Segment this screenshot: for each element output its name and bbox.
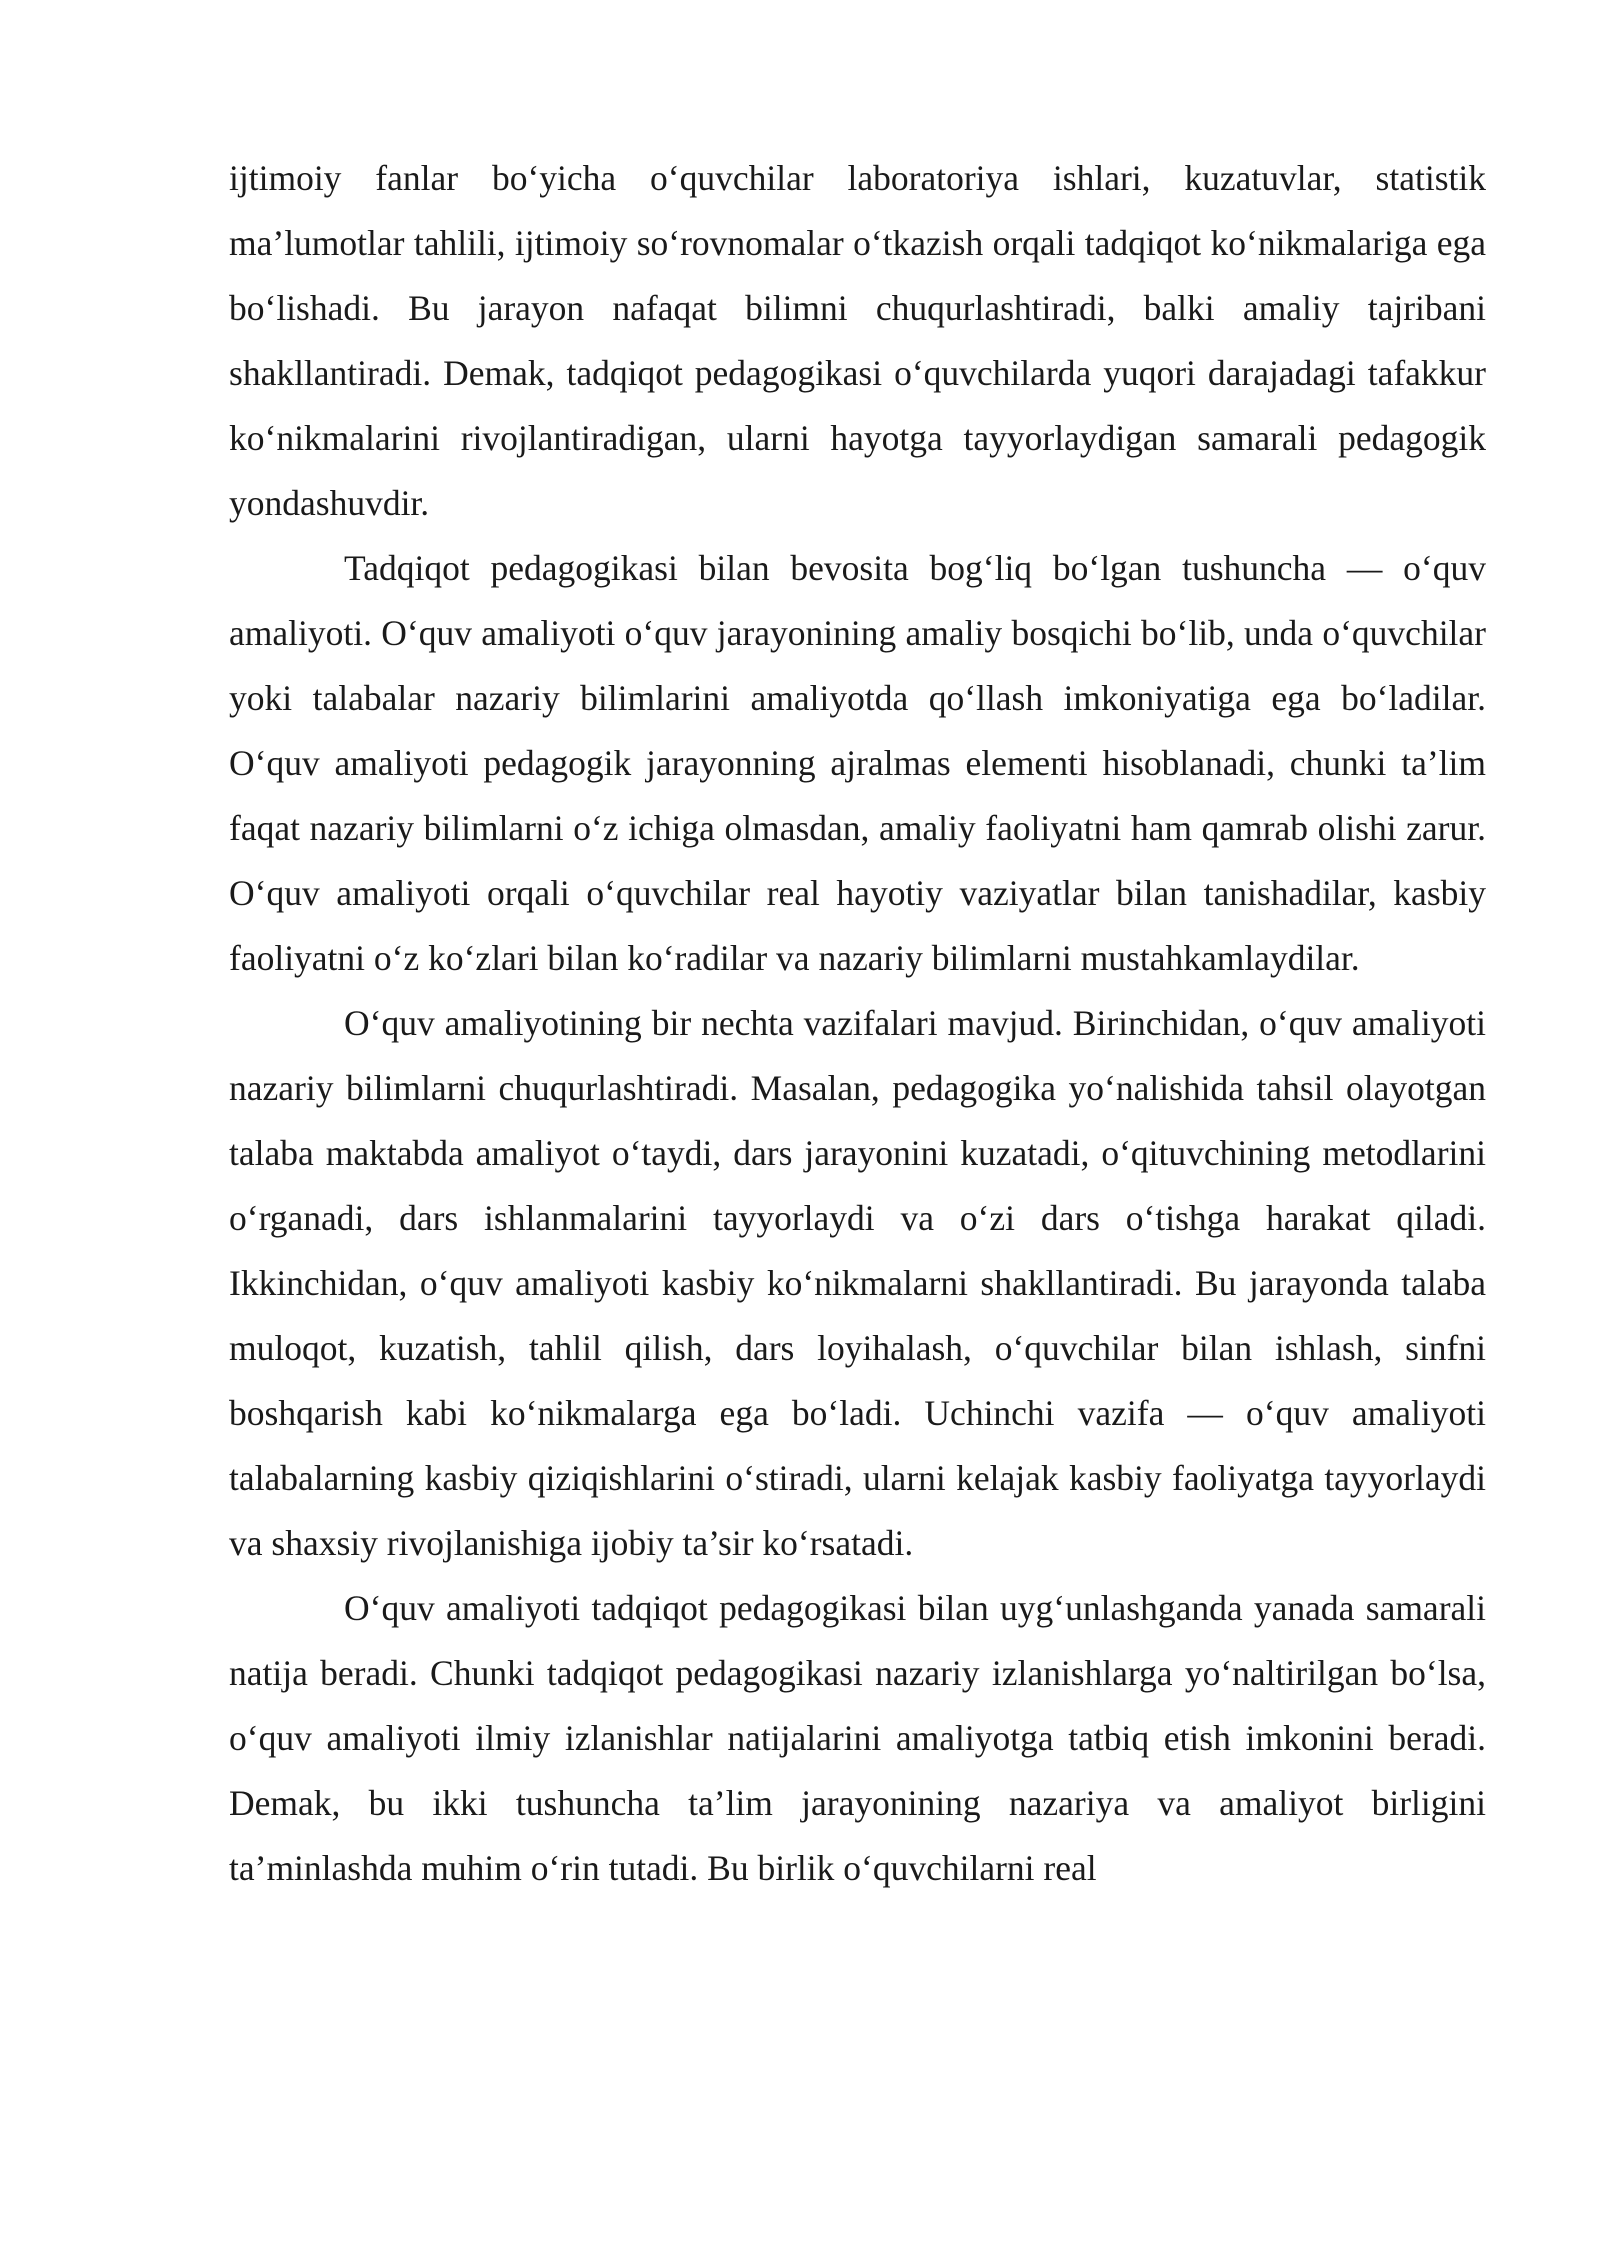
paragraph-2: Tadqiqot pedagogikasi bilan bevosita bog‘liq bo‘lgan tushuncha — o‘quv amaliyoti. O‘quv amaliyoti o‘quv jarayonining amaliy bosqichi bo‘lib, unda o‘quvchilar yoki talabalar nazariy bilimlarini amaliyotda qo‘llash imkoniyatiga ega bo‘ladilar. O‘quv amaliyoti pedagogik jarayonning ajralmas elementi hisoblanadi, chunki ta’lim faqat nazariy bilimlarni o‘z ichiga olmasdan, amaliy faoliyatni ham qamrab olishi zarur. O‘quv amaliyoti orqali o‘quvchilar real hayotiy vaziyatlar bilan tanishadilar, kasbiy faoliyatni o‘z ko‘zlari bilan ko‘radilar va nazariy bilimlarni mustahkamlaydilar.	[229, 548, 1486, 978]
document-body	[229, 146, 1486, 1901]
paragraph-3: O‘quv amaliyotining bir nechta vazifalari mavjud. Birinchidan, o‘quv amaliyoti nazariy bilimlarni chuqurlashtiradi. Masalan, pedagogika yo‘nalishida tahsil olayotgan talaba maktabda amaliyot o‘taydi, dars jarayonini kuzatadi, o‘qituvchining metodlarini o‘rganadi, dars ishlanmalarini tayyorlaydi va o‘zi dars o‘tishga harakat qiladi. Ikkinchidan, o‘quv amaliyoti kasbiy ko‘nikmalarni shakllantiradi. Bu jarayonda talaba muloqot, kuzatish, tahlil qilish, dars loyihalash, o‘quvchilar bilan ishlash, sinfni boshqarish kabi ko‘nikmalarga ega bo‘ladi. Uchinchi vazifa — o‘quv amaliyoti talabalarning kasbiy qiziqishlarini o‘stiradi, ularni kelajak kasbiy faoliyatga tayyorlaydi va shaxsiy rivojlanishiga ijobiy ta’sir ko‘rsatadi.	[229, 1003, 1486, 1563]
paragraph-1-continuation: ijtimoiy fanlar bo‘yicha o‘quvchilar laboratoriya ishlari, kuzatuvlar, statistik ma’lumotlar tahlili, ijtimoiy so‘rovnomalar o‘tkazish orqali tadqiqot ko‘nikmalariga ega bo‘lishadi. Bu jarayon nafaqat bilimni chuqurlashtiradi, balki amaliy tajribani shakllantiradi. Demak, tadqiqot pedagogikasi o‘quvchilarda yuqori darajadagi tafakkur ko‘nikmalarini rivojlantiradigan, ularni hayotga tayyorlaydigan samarali pedagogik yondashuvdir.	[229, 158, 1486, 523]
paragraph-4: O‘quv amaliyoti tadqiqot pedagogikasi bilan uyg‘unlashganda yanada samarali natija beradi. Chunki tadqiqot pedagogikasi nazariy izlanishlarga yo‘naltirilgan bo‘lsa, o‘quv amaliyoti ilmiy izlanishlar natijalarini amaliyotga tatbiq etish imkonini beradi. Demak, bu ikki tushuncha ta’lim jarayonining nazariya va amaliyot birligini ta’minlashda muhim o‘rin tutadi. Bu birlik o‘quvchilarni real	[229, 1588, 1486, 1888]
